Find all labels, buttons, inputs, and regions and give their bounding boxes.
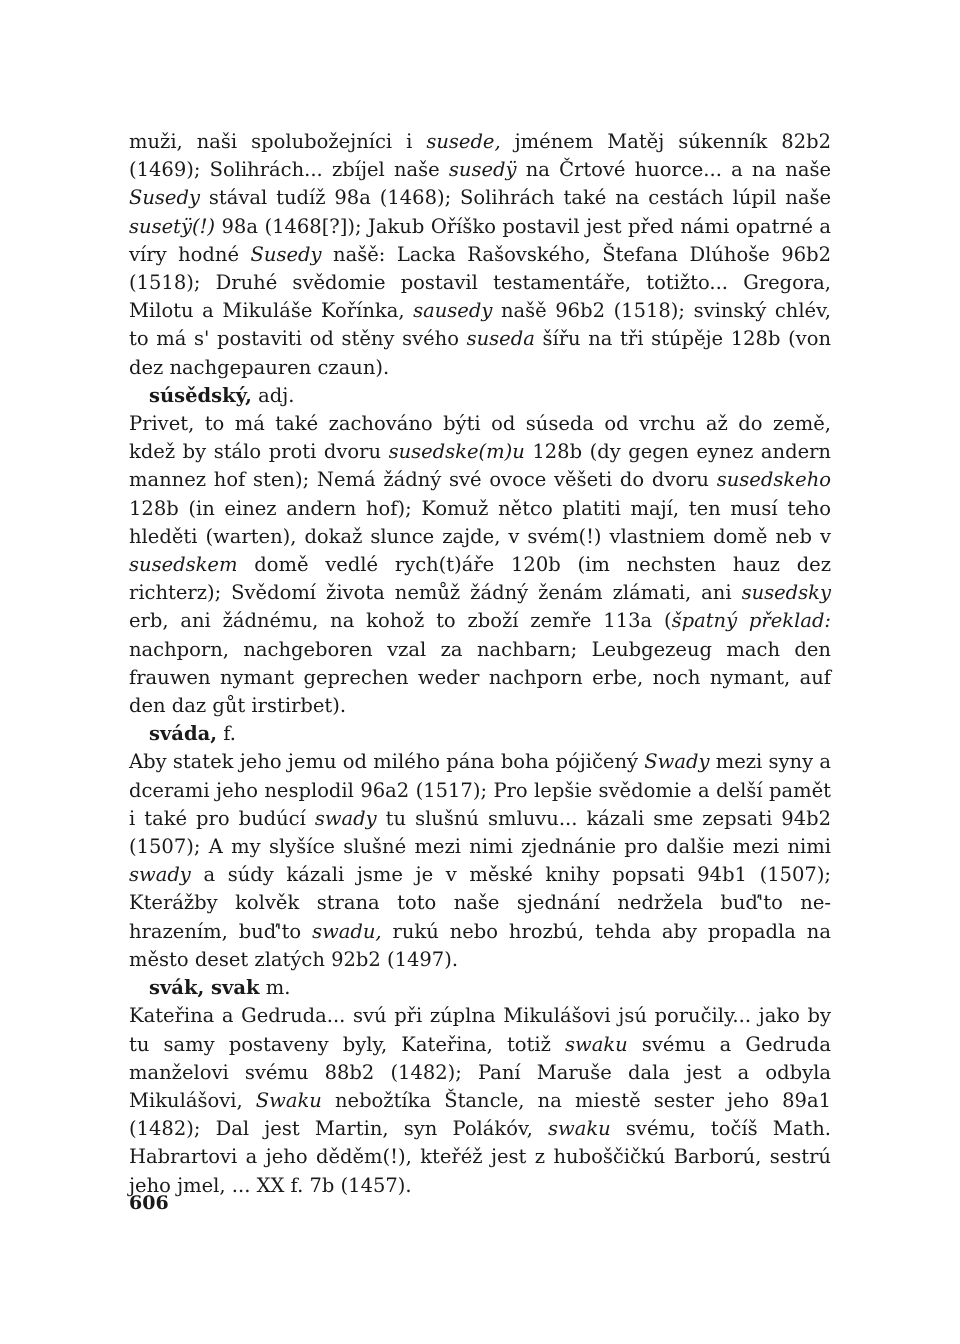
paragraph-svak-examples: Kateřina a Gedruda... svú při zúplna Mikulášovi jsú poručily... jako by tu samy postaveny byly, Kateřina, totiž swaku svému a Gedruda manželovi svému 88b2 (1482); Paní Maruše dala jest a odbyla Mikulášovi, Swaku nebožtíka Štancle, na miestě sester jeho 89a1 (1482); Dal jest Martin, syn Polákóv, swaku svému, točíš Math. Habrartovi a jeho děděm(!), kteřéž jest z huboščičkú Barború, sestrú jeho jmel, ... XX f. 7b (1457).	[129, 1004, 831, 1197]
italic-term: swaku	[548, 1117, 611, 1141]
italic-term: susede,	[426, 130, 501, 153]
italic-term: Susedy	[250, 242, 322, 266]
italic-term: špatný překlad:	[671, 609, 831, 633]
headword: svák, svak	[149, 976, 260, 1000]
entry-heading-svak	[129, 974, 831, 1002]
italic-term: Swady	[644, 750, 710, 774]
italic-term: suseda	[466, 327, 535, 351]
paragraph-svada-examples: Aby statek jeho jemu od milého pána boha pójičený Swady mezi syny a dcerami jeho nesplodil 96a2 (1517); Pro lepšie svědomie a delší pamět i také pro budúcí swady tu slušnú smluvu... kázali sme zepsati 94b2 (1507); A my slyšíce slušné mezi nimi zjednánie pro dalšie mezi nimi swady a súdy kázali jsme je v měské knihy popsati 94b1 (1507); Kterážby kolvěk strana toto naše sjednání nedržela buď'to nehrazením, buď'to swadu, rukú nebo hrozbú, tehda aby propadla na město deset zlatých 92b2 (1497).	[129, 750, 832, 971]
italic-term: swaku	[565, 1032, 628, 1056]
headword: súsědský,	[149, 383, 252, 407]
part-of-speech: adj.	[251, 383, 295, 407]
paragraph-susede-examples: muži, naši spolubožejníci i susede, jménem Matěj súkenník 82b2 (1469); Solihrách... zbíjel naše susedÿ na Črtové huorce... a na naše Susedy stával tudíž 98a (1468); Solihrách také na cestách lúpil naše susetÿ(!) 98a (1468[?]); Jakub Oříško postavil jest před námi opatrné a víry hodné Susedy našě: Lacka Rašovského, Štefana Dlúhoše 96b2 (1518); Druhé svědomie postavil testamentáře, totižto... Gregora, Milotu a Mikuláše Kořínka, sausedy našě 96b2 (1518); svinský chlév, to má s' postaviti od stěny svého suseda šířu na tři stúpěje 128b (von dez nachgepauren czaun).	[129, 130, 832, 379]
italic-term: susedsky	[741, 581, 831, 605]
part-of-speech: f.	[217, 722, 236, 746]
paragraph-susedsky-examples: Privet, to má také zachováno býti od súseda od vrchu až do země, kdež by stálo proti dvoru susedske(m)u 128b (dy gegen eynez andern mannez hof sten); Nemá žádný své ovoce věšeti do dvoru susedskeho 128b (in einez andern hof); Komuž nětco platiti mají, ten musí teho hleděti (warten), dokaž slunce zajde, v svém(!) vlastniem domě neb v susedskem domě vedlé rych(t)áře 120b (im nechsten hauz dez richterz); Svědomí života nemůž žádný ženám zlámati, ani susedsky erb, ani žádnému, na kohož to zboží zemře 113a (špatný překlad: nachporn, nachgeboren vzal za nachbarn; Leubgezeug mach den frauwen nymant geprechen weder nachporn erbe, noch nymant, auf den daz gůt irstirbet).	[129, 412, 831, 718]
entry-heading-susedsky	[129, 382, 831, 410]
page-text	[129, 128, 831, 1200]
part-of-speech: m.	[259, 976, 291, 1000]
italic-term: susedske(m)u	[388, 440, 525, 464]
italic-term: swady	[314, 806, 377, 830]
entry-heading-svada	[129, 720, 831, 748]
headword: sváda,	[149, 722, 218, 746]
italic-term: susedskeho	[716, 468, 831, 492]
italic-term: Swaku	[255, 1088, 322, 1112]
page-number: 606	[129, 1192, 169, 1214]
italic-term: susedskem	[129, 553, 238, 577]
italic-term: sausedy	[413, 299, 493, 323]
italic-term: swady	[129, 863, 191, 887]
italic-term: susetÿ(!)	[129, 214, 216, 238]
italic-term: susedÿ	[448, 158, 517, 182]
italic-term: swadu,	[312, 919, 382, 943]
italic-term: Susedy	[129, 186, 200, 210]
